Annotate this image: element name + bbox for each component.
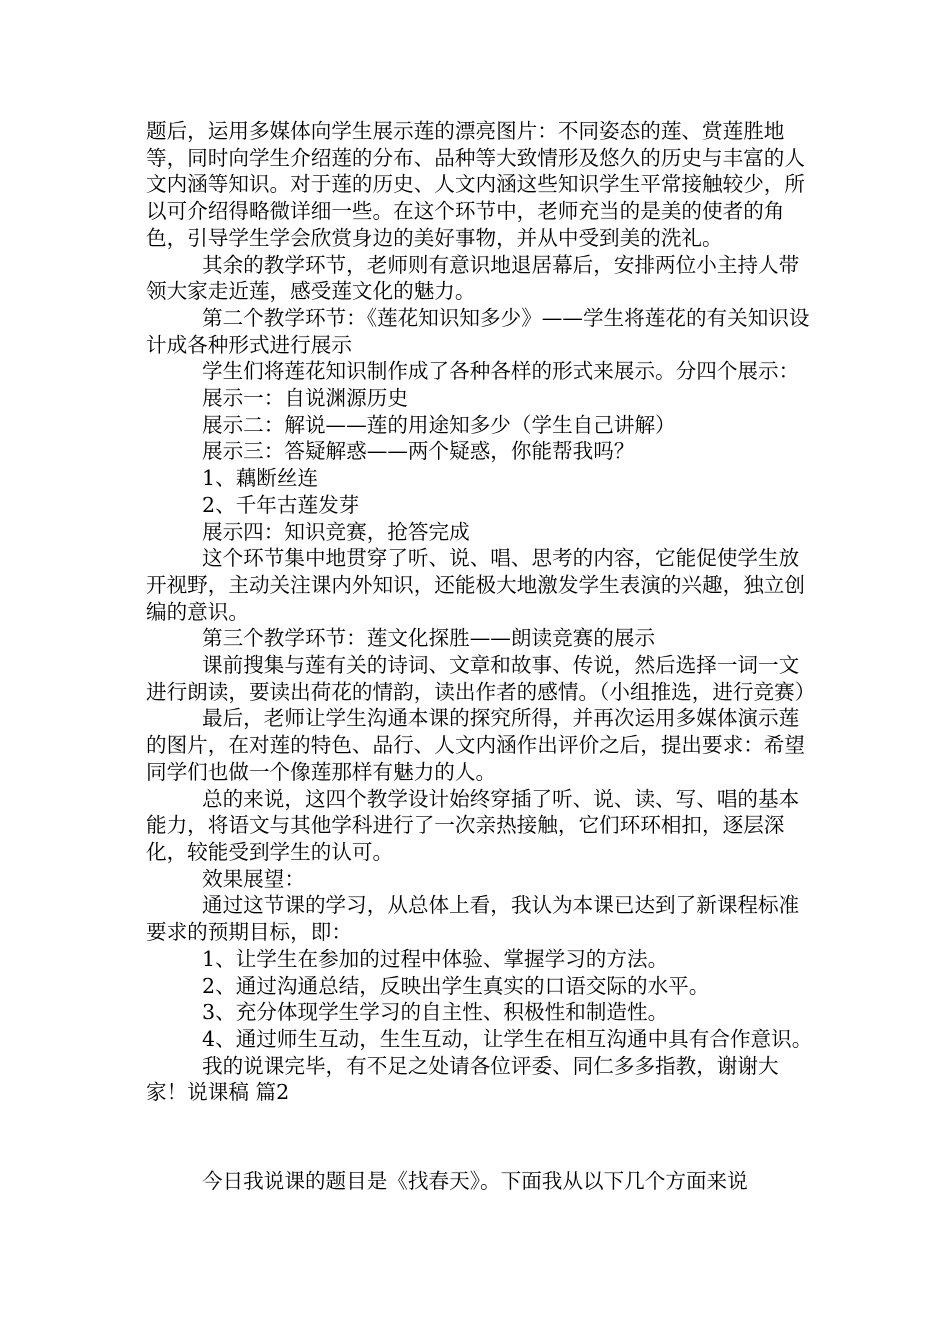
paragraph: 这个环节集中地贯穿了听、说、唱、思考的内容，它能促使学生放开视野，主动关注课内外知识，还能极大地激发学生表演的兴趣，独立创编的意识。 [146,546,805,624]
list-item: 展示一：自说渊源历史 [202,386,408,411]
list-item: 2、千年古莲发芽 [202,492,360,517]
section-heading-2: 第二个教学环节：《莲花知识知多少》——学生将莲花的有关知识设计成各种形式进行展示 [146,305,810,357]
paragraph: 总的来说，这四个教学设计始终穿插了听、说、读、写、唱的基本能力，将语文与其他学科进行了一次亲热接触，它们环环相扣，逐层深化，较能受到学生的认可。 [146,786,800,864]
list-item: 展示四：知识竞赛，抢答完成 [202,519,470,544]
section-heading-3: 第三个教学环节：莲文化探胜——朗读竞赛的展示 [202,626,656,651]
paragraph: 课前搜集与莲有关的诗词、文章和故事、传说，然后选择一词一文进行朗读，要读出荷花的情韵，读出作者的感情。（小组推选，进行竞赛） [146,653,816,704]
list-item: 3、充分体现学生学习的自主性、积极性和制造性。 [202,1000,669,1025]
section-heading-outlook: 效果展望： [202,866,305,891]
paragraph: 其余的教学环节，老师则有意识地退居幕后，安排两位小主持人带领大家走近莲，感受莲文化的魅力。 [146,252,800,304]
paragraph-continuation: 题后，运用多媒体向学生展示莲的漂亮图片：不同姿态的莲、赏莲胜地等，同时向学生介绍莲的分布、品种等大致情形及悠久的历史与丰富的人文内涵等知识。对于莲的历史、人文内涵这些知识学生平常接触较少，所以可介绍得略微详细一些。在这个环节中，老师充当的是美的使者的角色，引导学生学会欣赏身边的美好事物，并从中受到美的洗礼。 [146,119,805,250]
closing-paragraph: 我的说课完毕，有不足之处请各位评委、同仁多多指教，谢谢大家！说课稿 篇2 [146,1053,779,1105]
list-item: 1、藕断丝连 [202,466,319,491]
paragraph: 学生们将莲花知识制作成了各种各样的形式来展示。分四个展示： [202,359,800,384]
list-item: 4、通过师生互动，生生互动，让学生在相互沟通中具有合作意识。 [202,1026,813,1051]
body-text [146,118,816,1195]
list-item: 展示三：答疑解惑——两个疑惑，你能帮我吗？ [202,439,635,464]
paragraph: 通过这节课的学习，从总体上看，我认为本课已达到了新课程标准要求的预期目标，即： [146,893,800,945]
list-item: 2、通过沟通总结，反映出学生真实的口语交际的水平。 [202,973,710,998]
list-item: 1、让学生在参加的过程中体验、掌握学习的方法。 [202,946,669,971]
paragraph: 最后，老师让学生沟通本课的探究所得，并再次运用多媒体演示莲的图片，在对莲的特色、品行、人文内涵作出评价之后，提出要求：希望同学们也做一个像莲那样有魅力的人。 [146,706,805,784]
paragraph: 今日我说课的题目是《找春天》。下面我从以下几个方面来说 [202,1169,748,1194]
section-gap [146,1106,816,1168]
list-item: 展示二：解说——莲的用途知多少（学生自己讲解） [202,412,676,437]
